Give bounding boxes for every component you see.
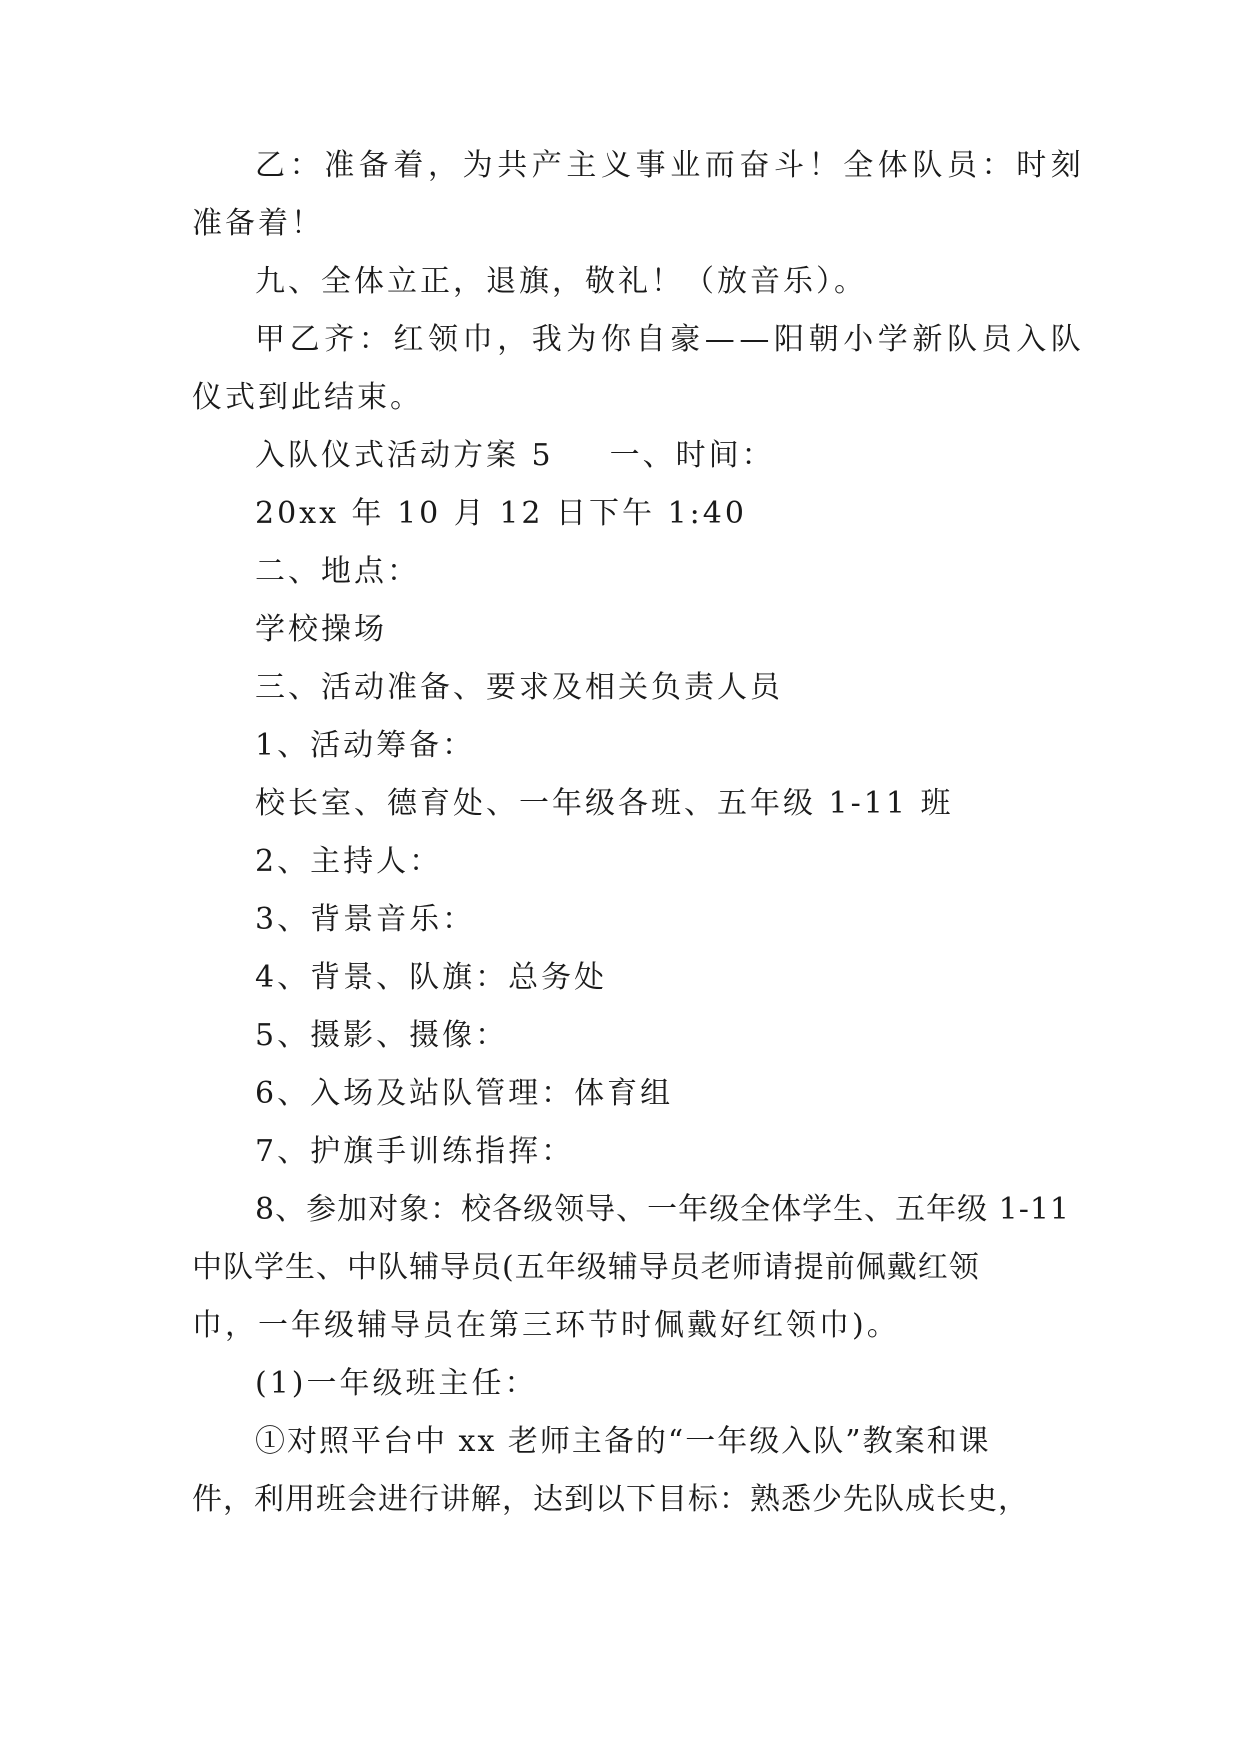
text-line: 1、活动筹备： bbox=[255, 728, 476, 763]
text-line: 乙：准备着，为共产主义事业而奋斗！全体队员：时刻 bbox=[255, 148, 1086, 183]
text-line: 九、全体立正，退旗，敬礼！（放音乐）。 bbox=[255, 264, 867, 299]
text-line: 7、护旗手训练指挥： bbox=[255, 1134, 575, 1169]
text-line: 学校操场 bbox=[255, 612, 387, 647]
text-line: 二、地点： bbox=[255, 554, 420, 589]
text-line: 巾，一年级辅导员在第三环节时佩戴好红领巾)。 bbox=[192, 1308, 900, 1343]
text-line: 中队学生、中队辅导员(五年级辅导员老师请提前佩戴红领 bbox=[192, 1250, 980, 1285]
text-line: ①对照平台中 xx 老师主备的“一年级入队”教案和课 bbox=[255, 1424, 991, 1459]
text-line bbox=[255, 436, 775, 476]
text-line: 2、主持人： bbox=[255, 844, 443, 879]
text-line: 8、参加对象：校各级领导、一年级全体学生、五年级 1-11 bbox=[255, 1192, 1071, 1227]
text-line: 3、背景音乐： bbox=[255, 902, 476, 937]
text-line: 校长室、德育处、一年级各班、五年级 1-11 班 bbox=[255, 786, 954, 821]
text-line: 仪式到此结束。 bbox=[192, 380, 423, 415]
text-line: 甲乙齐：红领巾，我为你自豪——阳朝小学新队员入队 bbox=[255, 322, 1086, 357]
text-line: 20xx 年 10 月 12 日下午 1:40 bbox=[255, 496, 747, 531]
section-heading: 入队仪式活动方案 5 bbox=[255, 438, 554, 473]
text-line: 件，利用班会进行讲解，达到以下目标：熟悉少先队成长史， bbox=[192, 1482, 1029, 1517]
text-line: 6、入场及站队管理：体育组 bbox=[255, 1076, 674, 1111]
text-line: (1)一年级班主任： bbox=[255, 1366, 538, 1401]
text-line: 5、摄影、摄像： bbox=[255, 1018, 509, 1053]
text-segment: 一、时间： bbox=[609, 438, 775, 473]
text-line: 三、活动准备、要求及相关负责人员 bbox=[255, 670, 783, 705]
text-line: 4、背景、队旗：总务处 bbox=[255, 960, 608, 995]
text-line: 准备着！ bbox=[192, 206, 324, 241]
